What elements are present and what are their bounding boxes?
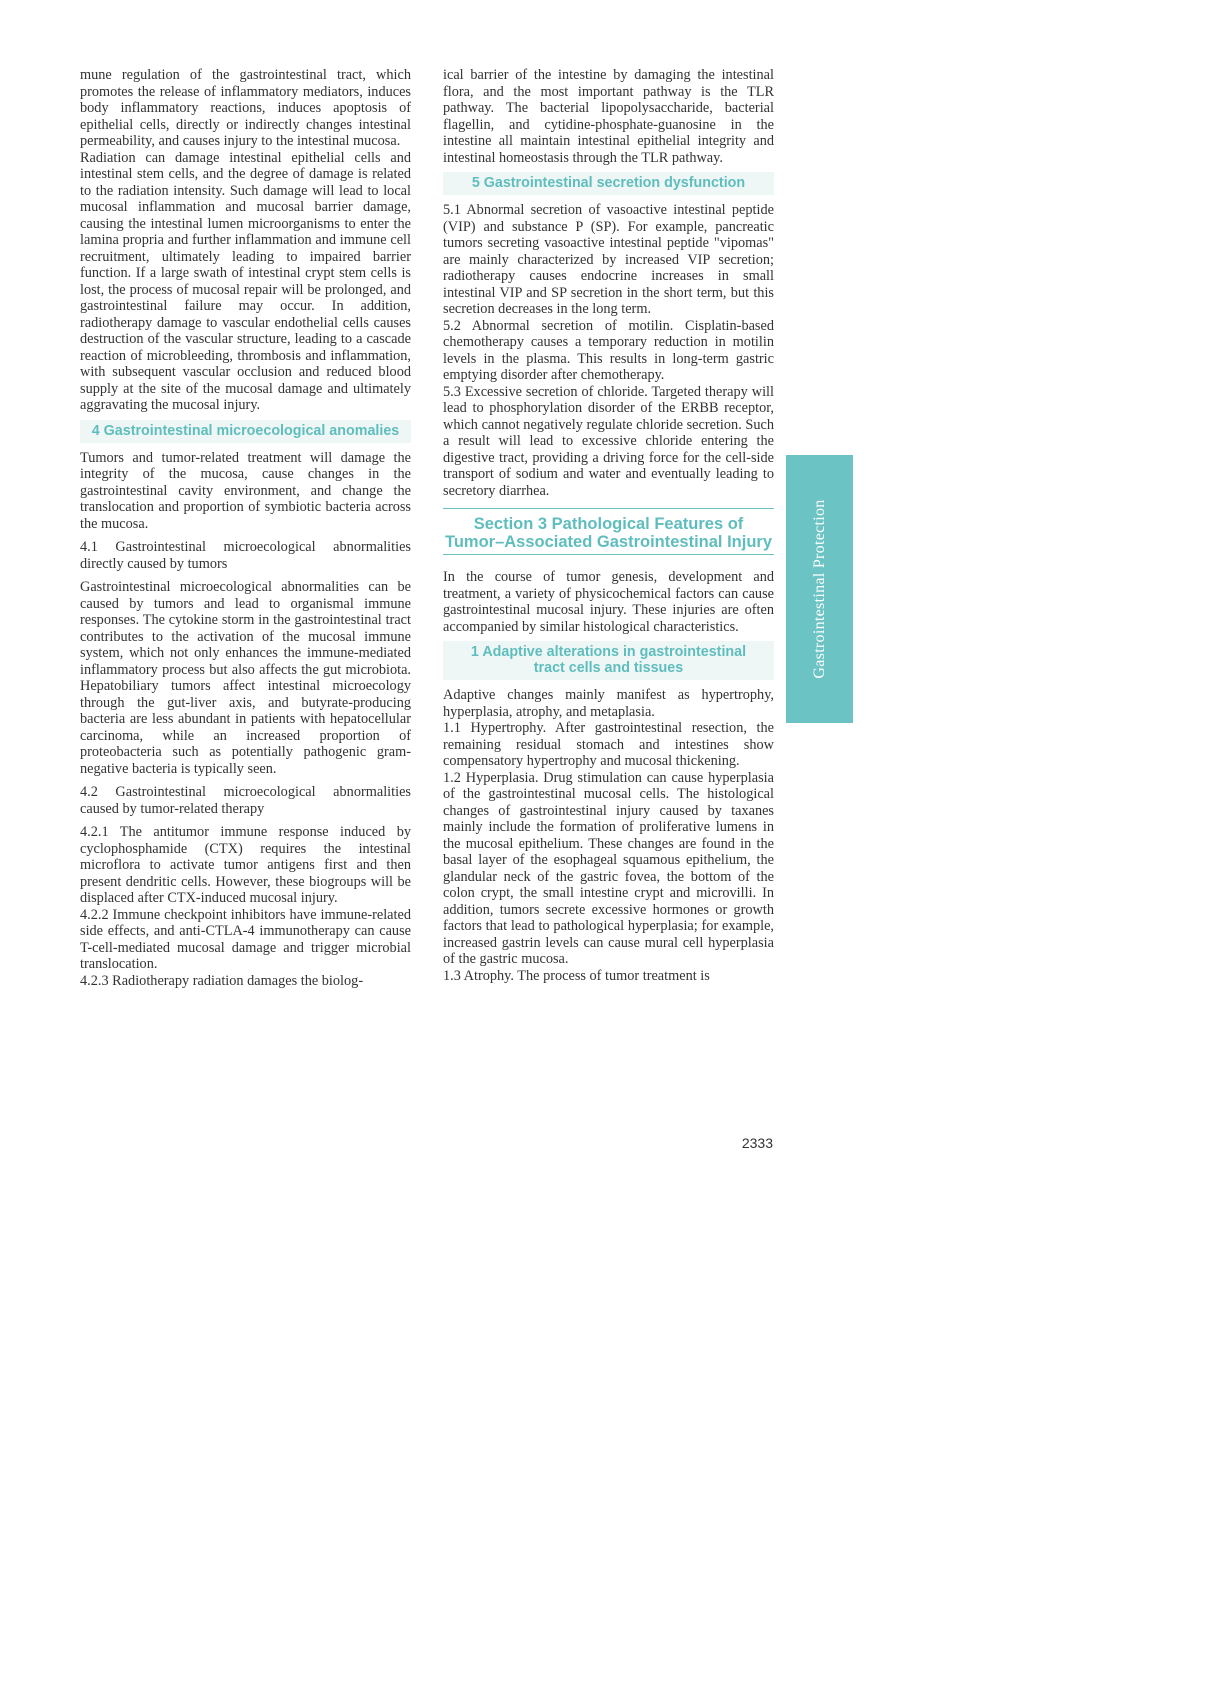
paragraph: 1.2 Hyperplasia. Drug stimulation can cause hyperplasia of the gastrointestinal mucosal cells. The histological changes of gastrointestinal injury caused by taxanes mainly include the formation of proliferative lumens in the mucosal epithelium. These changes are found in the basal layer of the esophageal squamous epithelium, the glandular neck of the gastric fovea, the bottom of the colon crypt, the small intestine crypt and microvilli. In addition, tumors secrete excessive hormones or growth factors that lead to pathological hyperplasia; for example, increased gastrin levels can cause mural cell hyperplasia of the gastric mucosa. xyxy=(443,769,774,967)
paragraph: 5.1 Abnormal secretion of vasoactive intestinal peptide (VIP) and substance P (SP). For example, pancreatic tumors secreting vasoactive intestinal peptide "vipomas" are mainly characterized by increased VIP secretion; radiotherapy causes endocrine increases in small intestinal VIP and SP secretion in the short term, but this secretion decreases in the long term. xyxy=(443,202,774,317)
section-title-line-1: Section 3 Pathological Features of xyxy=(473,515,744,533)
paragraph: 4.2.3 Radiotherapy radiation damages the biolog- xyxy=(80,972,364,989)
subsection-heading-1-line-2: tract cells and tissues xyxy=(533,660,684,676)
subsection-heading-5: 5 Gastrointestinal secretion dysfunction xyxy=(443,172,774,195)
subsection-heading-4: 4 Gastrointestinal microecological anomalies xyxy=(80,420,411,443)
paragraph: 4.2.1 The antitumor immune response induced by cyclophosphamide (CTX) requires the intestinal microflora to activate tumor antigens first and then present dendritic cells. However, these biogroups will be displaced after CTX-induced mucosal injury. xyxy=(80,824,411,906)
paragraph: Gastrointestinal microecological abnormalities can be caused by tumors and lead to organismal immune responses. The cytokine storm in the gastrointestinal tract contributes to the activation of the mucosal immune system, which not only enhances the immune-mediated inflammatory process but also affects the gut microbiota. Hepatobiliary tumors affect intestinal microecology through the gut-liver axis, and butyrate-producing bacteria are less abundant in patients with hepatocellular carcinoma, while an increased proportion of proteobacteria such as potentially pathogenic gram-negative bacteria is typically seen. xyxy=(80,579,411,777)
chapter-side-tab-label: Gastrointestinal Protection xyxy=(810,499,828,679)
paragraph: In the course of tumor genesis, development and treatment, a variety of physicochemical factors can cause gastrointestinal mucosal injury. These injuries are often accompanied by similar histological characteristics. xyxy=(443,569,774,635)
subsection-4-1-title: 4.1 Gastrointestinal microecological abnormalities directly caused by tumors xyxy=(80,539,411,572)
paragraph: 5.3 Excessive secretion of chloride. Targeted therapy will lead to phosphorylation disorder of the ERBB receptor, which cannot negatively regulate chloride secretion. Such a result will lead to excessive chloride entering the digestive tract, providing a driving force for the cell-side transport of sodium and water and eventually leading to secretory diarrhea. xyxy=(443,383,774,499)
paragraph: Adaptive changes mainly manifest as hypertrophy, hyperplasia, atrophy, and metaplasia. xyxy=(443,687,774,720)
section-title-line-2: Tumor–Associated Gastrointestinal Injury xyxy=(444,533,773,551)
left-column xyxy=(80,67,411,989)
paragraph: Tumors and tumor-related treatment will damage the integrity of the mucosa, cause changes in the gastrointestinal cavity environment, and change the translocation and proportion of symbiotic bacteria across the mucosa. xyxy=(80,449,411,532)
right-column xyxy=(443,67,774,984)
subsection-heading-1-line-1: 1 Adaptive alterations in gastrointestinal xyxy=(470,644,747,660)
paragraph: 5.2 Abnormal secretion of motilin. Cisplatin-based chemotherapy causes a temporary reduction in motilin levels in the plasma. This results in long-term gastric emptying disorder after chemotherapy. xyxy=(443,317,774,383)
section-heading xyxy=(443,508,774,555)
chapter-side-tab xyxy=(786,455,853,723)
paragraph: 1.1 Hypertrophy. After gastrointestinal resection, the remaining residual stomach and intestines show compensatory hypertrophy and mucosal thickening. xyxy=(443,720,774,769)
paragraph: ical barrier of the intestine by damaging the intestinal flora, and the most important pathway is the TLR pathway. The bacterial lipopolysaccharide, bacterial flagellin, and cytidine-phosphate-guanosine in the intestine all maintain intestinal epithelial integrity and intestinal homeostasis through the TLR pathway. xyxy=(443,67,774,166)
paragraph: 4.2.2 Immune checkpoint inhibitors have immune-related side effects, and anti-CTLA-4 immunotherapy can cause T-cell-mediated mucosal damage and trigger microbial translocation. xyxy=(80,906,411,972)
paragraph: 1.3 Atrophy. The process of tumor treatment is xyxy=(443,967,710,984)
paragraph: Radiation can damage intestinal epithelial cells and intestinal stem cells, and the degree of damage is related to the radiation intensity. Such damage will lead to local mucosal inflammation and mucosal barrier damage, causing the intestinal lumen microorganisms to enter the lamina propria and further inflammation and immune cell recruitment, ultimately leading to impaired barrier function. If a large swath of intestinal crypt stem cells is lost, the process of mucosal repair will be prolonged, and gastrointestinal failure may occur. In addition, radiotherapy damage to vascular endothelial cells causes destruction of the vascular structure, leading to a cascade reaction of microbleeding, thrombosis and inflammation, with subsequent vascular occlusion and reduced blood supply at the site of the mucosal damage and ultimately aggravating the mucosal injury. xyxy=(80,149,411,413)
page-number: 2333 xyxy=(741,1135,773,1151)
paragraph: mune regulation of the gastrointestinal tract, which promotes the release of inflammatory mediators, induces body inflammatory reactions, induces apoptosis of epithelial cells, directly or indirectly changes intestinal permeability, and causes injury to the intestinal mucosa. xyxy=(80,67,411,149)
subsection-heading-1 xyxy=(443,641,774,680)
subsection-4-2-title: 4.2 Gastrointestinal microecological abnormalities caused by tumor-related therapy xyxy=(80,784,411,817)
